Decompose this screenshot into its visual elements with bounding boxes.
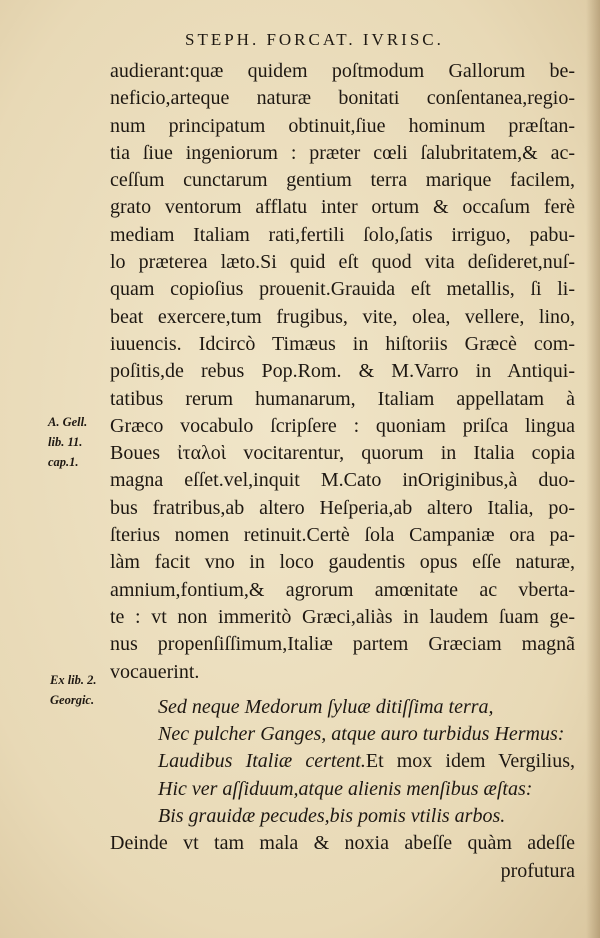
margin-line: cap.1. bbox=[48, 455, 79, 469]
text-line: làm facit vno in loco gaudentis opus eſſe naturæ, bbox=[110, 551, 575, 574]
marginal-note-georgics bbox=[50, 670, 97, 710]
verse-line: Sed neque Medorum ſyluæ ditiſſima terra, bbox=[158, 695, 494, 718]
verse-line: Hic ver aſſiduum,atque alienis menſibus æſtas: bbox=[158, 777, 533, 800]
text-line: Græco vocabulo ſcripſere : quoniam priſca lingua bbox=[110, 414, 575, 437]
text-line: tia ſiue ingeniorum : præter cœli ſalubritatem,& ac- bbox=[110, 141, 575, 164]
text-line: lo prætereа læto.Si quid eſt quod vita deſideret,nuſ- bbox=[110, 251, 575, 274]
text-line: grato ventorum afflatu inter ortum & occaſum ferè bbox=[110, 196, 575, 219]
text-line: audierant:quæ quidem poſtmodum Gallorum be- bbox=[110, 60, 575, 82]
text-line: nus propenſiſſimum,Italiæ partem Græciam magnã bbox=[110, 633, 575, 656]
text-line: quam copioſius prouenit.Grauida eſt metallis, ſi li- bbox=[110, 278, 575, 301]
verse-roman-part: Et mox idem Vergilius, bbox=[365, 750, 575, 773]
page-edge-shadow bbox=[586, 0, 600, 938]
text-line: Deinde vt tam mala & noxia abeſſe quàm adeſſe bbox=[110, 832, 575, 855]
text-line: ſterius nomen retinuit.Certè ſola Campaniæ ora pa- bbox=[110, 524, 575, 547]
catchword: profutura bbox=[500, 859, 575, 882]
text-line: num principatum obtinuit,ſiue hominum præſtan- bbox=[110, 114, 575, 137]
text-line: te : vt non immeritò Græci,aliàs in laudem ſuam ge- bbox=[110, 605, 575, 628]
running-header: STEPH. FORCAT. IVRISC. bbox=[185, 30, 444, 49]
marginal-note-gellius bbox=[48, 412, 87, 472]
text-line: beat exercere,tum frugibus, vite, olea, vellere, lino, bbox=[110, 305, 575, 328]
text-line: poſitis,de rebus Pop.Rom. & M.Varro in Antiqui- bbox=[110, 360, 575, 383]
text-line: ceſſum cunctarum gentium terra marique facilem, bbox=[110, 169, 575, 192]
body-text bbox=[110, 58, 575, 885]
verse-line: Nec pulcher Ganges, atque auro turbidus Hermus: bbox=[158, 723, 565, 746]
margin-line: A. Gell. bbox=[48, 415, 88, 429]
text-line: tatibus rerum humanarum, Italiam appellatam à bbox=[110, 387, 575, 410]
margin-line: lib. 11. bbox=[48, 435, 83, 449]
text-line: mediam Italiam rati,fertili ſolo,ſatis irriguo, pabu- bbox=[110, 223, 575, 246]
text-line: iuuencis. Idcircò Timæus in hiſtoriis Græcè com- bbox=[110, 332, 575, 355]
text-line: neficio,arteque naturæ bonitati conſentanea,regio- bbox=[110, 87, 575, 110]
text-line: magna eſſet.vel,inquit M.Cato inOriginibus,à duo- bbox=[110, 469, 575, 492]
margin-line: Ex lib. 2. bbox=[50, 673, 97, 687]
text-line: vocauerint. bbox=[110, 660, 200, 683]
text-line: Boues ἰταλοὶ vocitarentur, quorum in Italia copia bbox=[110, 442, 575, 465]
verse-line: Bis grauidæ pecudes,bis pomis vtilis arbos. bbox=[158, 805, 506, 828]
verse-italic-part: Laudibus Italiæ certent. bbox=[158, 750, 366, 773]
verse-line-mixed bbox=[158, 748, 575, 775]
margin-line: Georgic. bbox=[50, 693, 95, 707]
text-line: amnium,fontium,& agrorum amœnitate ac vberta- bbox=[110, 578, 575, 601]
text-line: bus fratribus,ab altero Heſperia,ab altero Italia, po- bbox=[110, 496, 575, 519]
